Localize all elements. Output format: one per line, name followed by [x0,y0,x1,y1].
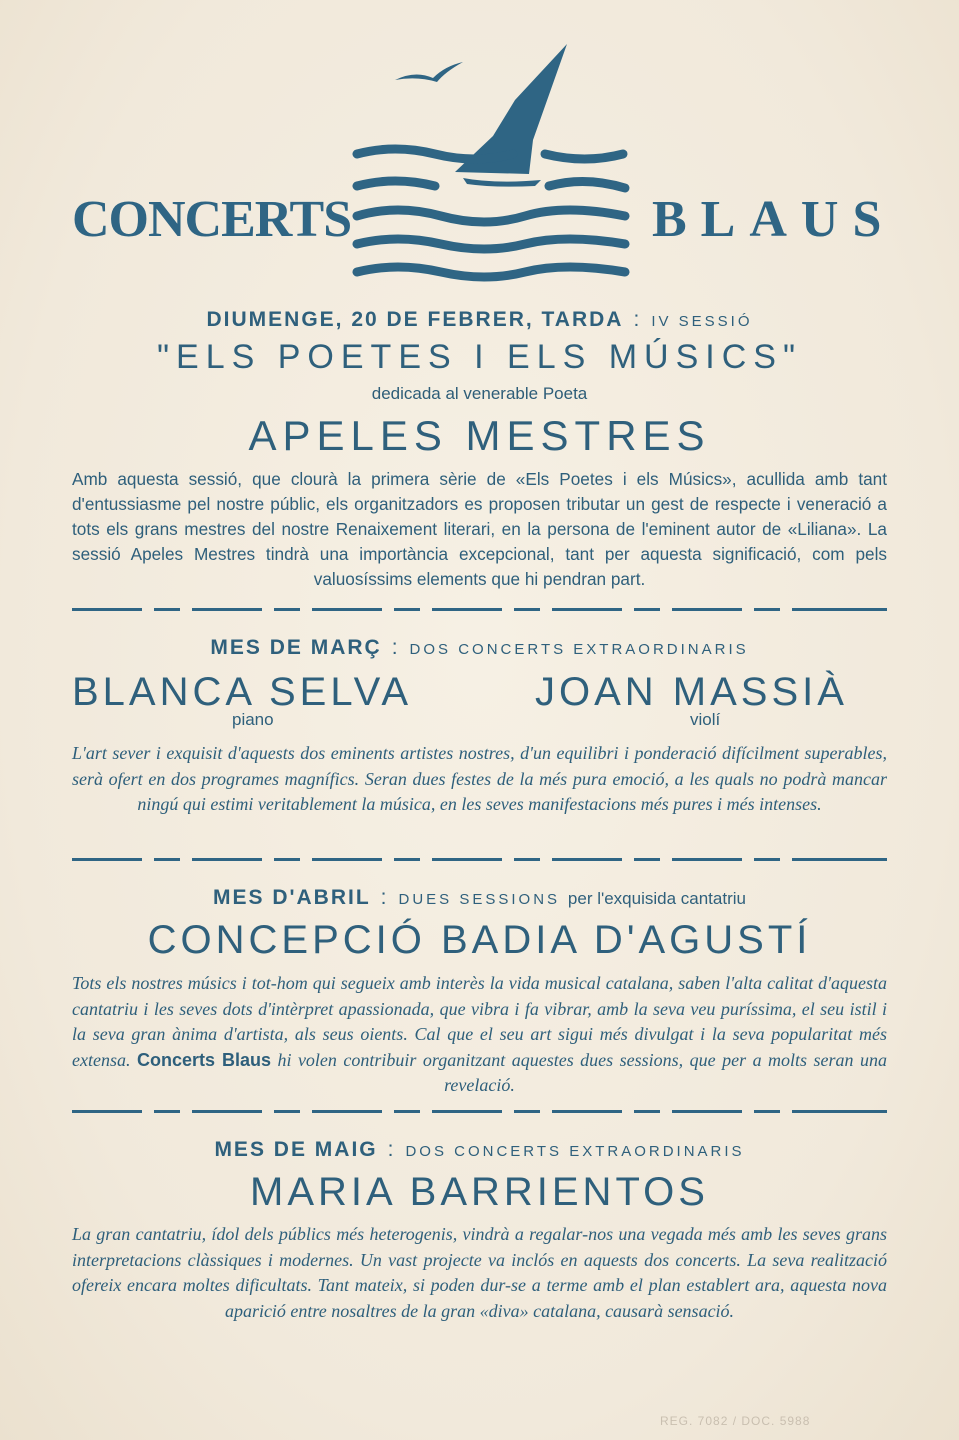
session4-title: "ELS POETES I ELS MÚSICS" [156,338,803,376]
march-heading: MES DE MARÇ : DOS CONCERTS EXTRAORDINARIS [210,636,749,659]
session4-text: Amb aquesta sessió, que clourà la primera sèrie de «Els Poetes i els Músics», acullida amb tant d'entussiasme pel nostre públic, els organitzadors es proposen tributar un gest de respecte i veneració a tots els grans mestres del nostre Renaixement literari, en la persona de l'eminent autor de «Liliana». La sessió Apeles Mestres tindrà una importància excepcional, tant per aquesta significació, com pels valuosíssims elements que hi pendran part. [72,469,887,589]
may-label: DOS CONCERTS EXTRAORDINARIS [405,1143,745,1160]
artist-joan-massia: JOAN MASSIÀ [535,670,848,714]
session4-heading: DIUMENGE, 20 DE FEBRER, TARDA : IV SESSIÓ [206,308,753,331]
may-month: MES DE MAIG [214,1138,378,1161]
artist-blanca-selva: BLANCA SELVA [72,670,412,714]
session4-label: IV SESSIÓ [651,313,753,330]
poet-name: APELES MESTRES [248,412,711,459]
may-heading: MES DE MAIG : DOS CONCERTS EXTRAORDINARIS [214,1138,745,1161]
session4-dedication: dedicada al venerable Poeta [371,384,588,403]
sailboat-waves-logo [345,40,635,290]
archive-mark: REG. 7082 / DOC. 5988 [660,1414,811,1428]
march-label: DOS CONCERTS EXTRAORDINARIS [409,641,749,658]
artist-maria-barrientos: MARIA BARRIENTOS [250,1170,709,1214]
march-text: L'art sever i exquisit d'aquests dos eminents artistes nostres, d'un equilibri i ponderació difícilment superables, serà ofert en dos programes magnífics. Seran dues festes de la més pura emoció, a les quals no podrà mancar ningú qui estimi veritablement la música, en les seves manifestacions més pures i més intenses. [72,743,887,814]
session4-date: DIUMENGE, 20 DE FEBRER, TARDA [206,308,624,331]
brand-blaus: BLAUS [652,191,896,248]
artist-concepcio-badia: CONCEPCIÓ BADIA D'AGUSTÍ [147,918,812,962]
may-text: La gran cantatriu, ídol dels públics més heterogenis, vindrà a regalar-nos una vegada més amb les seves grans interpretacions clàssiques i modernes. Un vast projecte va inclós en aquests dos concerts. La seva realització ofereix encara moltes dificultats. Tant mateix, si poden dur-se a terme amb el plan establert ara, aquesta nova aparició entre nosaltres de la gran «diva» catalana, causarà sensació. [72,1224,887,1321]
dashed-divider [72,858,887,862]
instrument-piano: piano [232,710,274,729]
brand-concerts: CONCERTS [72,191,352,248]
poster-header [0,40,959,290]
april-label: DUES SESSIONS [398,891,561,908]
april-label-tail: per l'exquisida cantatriu [567,889,746,908]
concerts-blaus-bold: Concerts Blaus [136,1049,271,1070]
april-text: Tots els nostres músics i tot-hom qui segueix amb interès la vida musical catalana, saben l'alta calitat d'aquesta cantatriu i les seves dots d'intèrpret apassionada, que vibra i fa vibrar, amb la seva veu puríssima, el seu istil i la seva gran ànima d'artista, als seus oients. Cal que el seu art sigui més divulgat i la seva popularitat més extensa. Concerts Blaus hi volen contribuir organitzant aquestes dues sessions, que per a molts seran una revelació. [72,973,888,1095]
dashed-divider [72,608,887,612]
april-heading: MES D'ABRIL : DUES SESSIONS per l'exquisida cantatriu [213,886,746,909]
instrument-violi: violí [690,710,721,729]
dashed-divider [72,1110,887,1114]
march-month: MES DE MARÇ [210,636,382,659]
april-month: MES D'ABRIL [213,886,371,909]
seagull-icon [395,62,463,82]
